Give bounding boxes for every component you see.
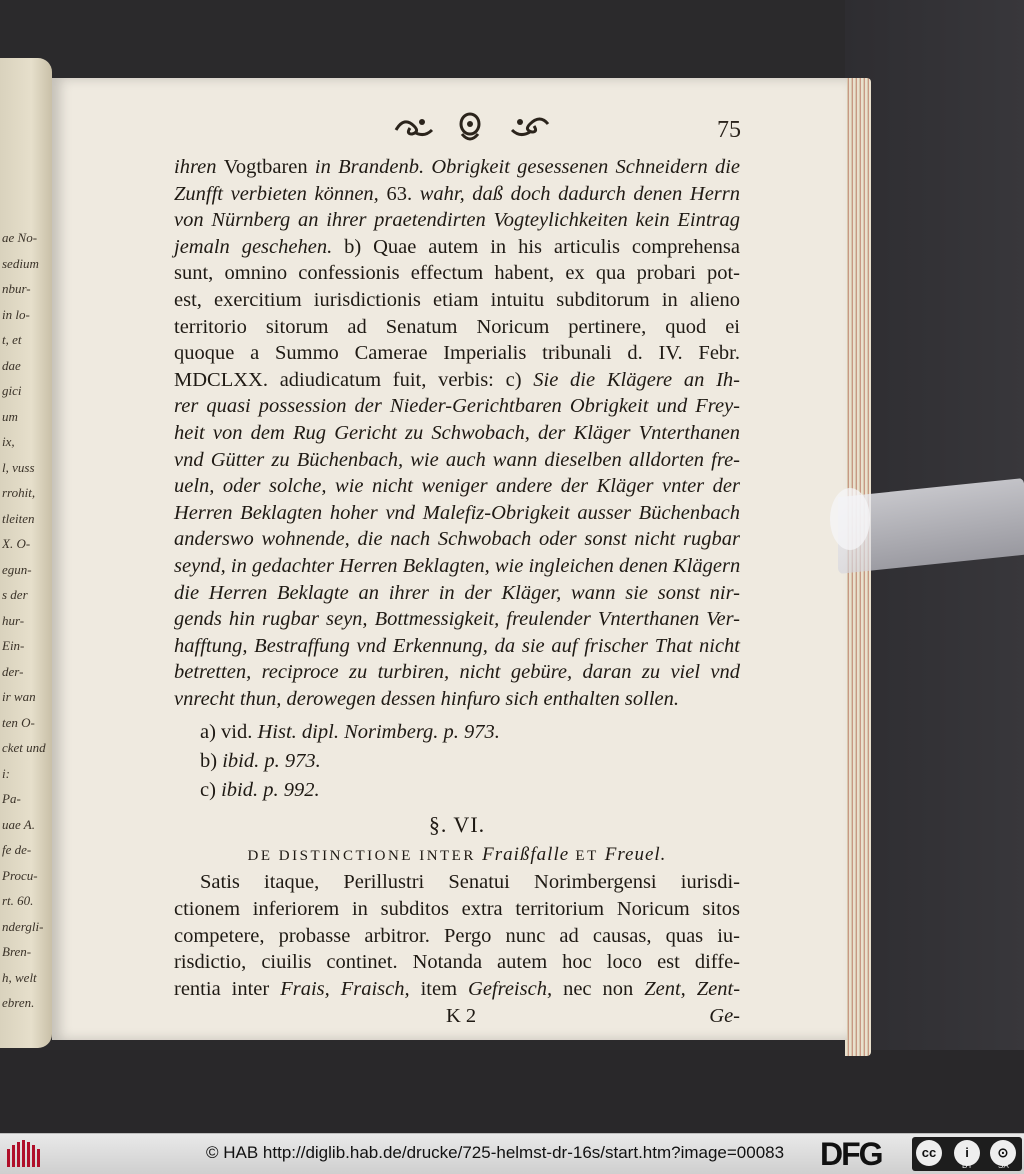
bookmark-tip bbox=[830, 488, 870, 550]
dfg-logo[interactable] bbox=[820, 1137, 910, 1171]
source-link[interactable]: © HAB http://diglib.hab.de/drucke/725-helmst-dr-16s/start.htm?image=00083 bbox=[206, 1143, 785, 1162]
cc-license-badge[interactable] bbox=[912, 1137, 1022, 1171]
section-caption: DE DISTINCTIONE INTER Fraißfalle ET Freuel. bbox=[247, 844, 667, 866]
text-line: betretten, reciproce zu turbiren, nicht gebüre, daran zu viel vnd bbox=[174, 661, 740, 684]
left-page-text-fragment: l, vuss bbox=[2, 459, 35, 475]
text-line: ueln, oder solche, wie nicht weniger andere der Kläger vnter der bbox=[174, 475, 740, 498]
signature-mark: K 2 bbox=[446, 1005, 477, 1028]
page-text bbox=[174, 154, 740, 1030]
viewer-footer bbox=[0, 1133, 1024, 1174]
text-line: territorio sitorum ad Senatum Noricum pertinere, quod ei bbox=[174, 315, 740, 338]
left-page-text-fragment: in lo- bbox=[2, 306, 30, 322]
left-page-text-fragment: Pa- bbox=[2, 791, 21, 806]
left-page-text-fragment: egun- bbox=[2, 561, 32, 577]
left-page-text-fragment: tleiten bbox=[2, 510, 35, 526]
left-page-text-fragment: hur- bbox=[2, 612, 25, 628]
cc-icon: cc bbox=[916, 1140, 942, 1166]
by-label: BY bbox=[962, 1161, 973, 1170]
sa-label: SA bbox=[998, 1161, 1009, 1170]
hab-logo-icon[interactable] bbox=[6, 1139, 44, 1169]
ornament-icon bbox=[392, 110, 552, 144]
text-line: ctionem inferiorem in subditos extra territorium Noricum sitos bbox=[174, 898, 740, 921]
left-page-text-fragment: h, welt bbox=[2, 969, 37, 985]
text-line: Satis itaque, Perillustri Senatui Norimbergensi iurisdi- bbox=[200, 871, 740, 894]
background-bottom bbox=[0, 1050, 1024, 1133]
dfg-label: DFG bbox=[820, 1136, 882, 1172]
text-line: die Herren Beklagte an ihrer in der Kläger, wann sie sonst nir- bbox=[174, 581, 740, 604]
left-page-text-fragment: nbur- bbox=[2, 281, 31, 296]
page-footer-line bbox=[174, 1002, 740, 1030]
left-page-text-fragment: t, et bbox=[2, 332, 22, 347]
left-page-text-fragment: ir wan bbox=[2, 689, 36, 704]
left-page-text-fragment: X. O- bbox=[2, 536, 31, 551]
text-line: rer quasi possession der Nieder-Gerichtbaren Obrigkeit und Frey- bbox=[174, 395, 740, 418]
text-line: gends hin rugbar seyn, Bottmessigkeit, freulender Vnterthanen Ver- bbox=[174, 608, 740, 631]
left-page-text-fragment: gici bbox=[2, 383, 22, 398]
left-page-text-fragment: ix, bbox=[2, 434, 15, 449]
text-line: quoque a Summo Camerae Imperialis tribunali d. IV. Febr. bbox=[174, 342, 740, 365]
left-page-text-fragment: uae A. bbox=[2, 816, 35, 832]
text-line: risdictio, ciuilis continet. Notanda autem hoc loco est diffe- bbox=[174, 951, 740, 974]
left-page-text-fragment: i: bbox=[2, 765, 10, 781]
footnote: a) vid. Hist. dipl. Norimberg. p. 973. bbox=[200, 721, 500, 744]
left-page-edge bbox=[0, 58, 52, 1048]
section-heading: §. VI. bbox=[428, 812, 486, 838]
text-line: competere, probasse arbitror. Pergo nunc ad causas, quas iu- bbox=[174, 924, 740, 947]
left-page-text-fragment: dae bbox=[2, 357, 21, 373]
text-line: rentia inter Frais, Fraisch, item Gefreisch, nec non Zent, Zent- bbox=[174, 977, 741, 1000]
left-page-text-fragment: ndergli- bbox=[2, 918, 44, 934]
text-line: Zunfft verbieten können, 63. wahr, daß doch dadurch denen Herrn bbox=[174, 182, 741, 205]
text-line: MDCLXX. adiudicatum fuit, verbis: c) Sie die Klägere an Ih- bbox=[174, 368, 740, 391]
page-number: 75 bbox=[717, 117, 741, 143]
left-page-text-fragment: cket und bbox=[2, 740, 46, 755]
left-page-text-fragment: s der bbox=[2, 587, 28, 602]
left-page-text-fragment: rt. 60. bbox=[2, 893, 34, 908]
by-icon: i bbox=[954, 1140, 980, 1166]
catchword: Ge- bbox=[709, 1005, 740, 1028]
sa-icon: ⊙ bbox=[990, 1140, 1016, 1166]
left-page-text-fragment: sedium bbox=[2, 255, 39, 271]
footnote: c) ibid. p. 992. bbox=[200, 779, 320, 802]
left-page-text-fragment: Ein- bbox=[2, 638, 25, 653]
text-line: seynd, in gedachter Herren Beklagten, wie ingleichen denen Klägern bbox=[174, 554, 741, 577]
left-page-text-fragment: der- bbox=[2, 663, 24, 679]
left-page-text-fragment: Procu- bbox=[2, 867, 38, 883]
text-line: Herren Beklagten hoher vnd Malefiz-Obrigkeit ausser Büchenbach bbox=[174, 501, 740, 524]
text-line: sunt, omnino confessionis effectum habent, ex qua probari pot- bbox=[174, 262, 740, 285]
text-line: est, exercitium iurisdictionis etiam intuitu subditorum in alieno bbox=[174, 288, 740, 311]
left-page-text-fragment: ten O- bbox=[2, 714, 35, 730]
left-page-text-fragment: ebren. bbox=[2, 995, 35, 1010]
text-line: von Nürnberg an ihrer praetendirten Vogteylichkeiten kein Eintrag bbox=[174, 209, 740, 232]
text-line: heit von dem Rug Gericht zu Schwobach, der Kläger Vnterthanen bbox=[174, 421, 740, 444]
text-line: vnrecht thun, derowegen dessen hinfuro sich enthalten sollen. bbox=[174, 687, 680, 710]
text-line: ihren Vogtbaren in Brandenb. Obrigkeit gesessenen Schneidern die bbox=[174, 156, 740, 178]
left-page-text-fragment: Bren- bbox=[2, 944, 32, 959]
left-page-text-fragment: ae No- bbox=[2, 230, 38, 245]
text-line: jemaln geschehen. b) Quae autem in his articulis comprehensa bbox=[174, 235, 741, 258]
left-page-text-fragment: rrohit, bbox=[2, 485, 36, 500]
text-line: hafftung, Bestraffung vnd Erkennung, da sie auf frischer That nicht bbox=[174, 634, 740, 657]
text-line: vnd Gütter zu Büchenbach, wie auch wann dieselben alldorten fre- bbox=[174, 448, 740, 471]
text-line: anderswo wohnende, die nach Schwobach oder sonst nicht rugbar bbox=[174, 528, 740, 551]
left-page-text-fragment: um bbox=[2, 408, 18, 424]
footnote: b) ibid. p. 973. bbox=[200, 750, 321, 773]
left-page-text-fragment: fe de- bbox=[2, 842, 32, 857]
